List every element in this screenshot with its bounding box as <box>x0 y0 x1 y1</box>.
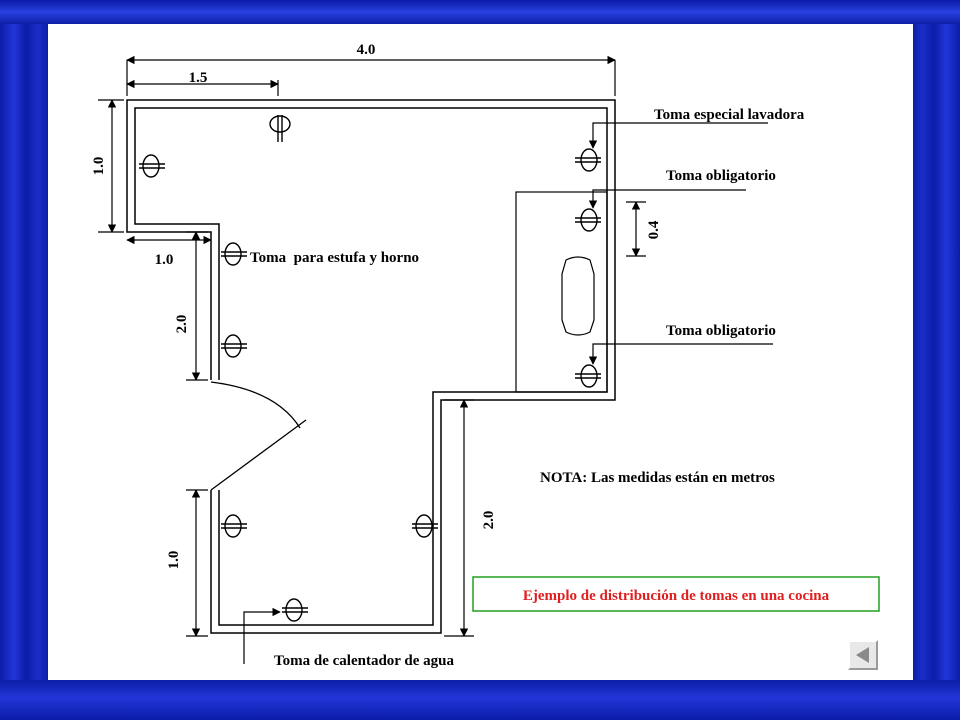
outlet-icon <box>412 515 438 537</box>
inner-wall <box>135 108 607 625</box>
previous-slide-button[interactable] <box>848 640 878 670</box>
door <box>211 382 306 490</box>
dim-total-width: 4.0 <box>356 42 376 58</box>
floor-plan-diagram <box>48 24 913 680</box>
leader-mandatory-outlet-1 <box>593 190 746 208</box>
outlet-icon <box>575 149 601 171</box>
dim-counter-spacing: 0.4 <box>646 220 662 240</box>
label-water-heater-outlet: Toma de calentador de agua <box>274 653 455 669</box>
door-leaf <box>211 420 306 490</box>
dim-right-lower-height: 2.0 <box>481 510 497 530</box>
dim-step-width: 1.0 <box>154 252 174 268</box>
dim-top-left-width: 1.5 <box>188 70 208 86</box>
outlet-icon <box>575 209 601 231</box>
sink <box>562 257 594 335</box>
leader-mandatory-outlet-2 <box>593 344 773 364</box>
outlet-icon <box>270 115 290 142</box>
outlet-icon <box>221 515 247 537</box>
outlet-icon <box>575 365 601 387</box>
triangle-left-icon <box>848 640 878 670</box>
outer-wall <box>127 100 615 633</box>
leader-washer-outlet <box>593 123 768 148</box>
dim-left-lower-height: 1.0 <box>166 550 182 570</box>
door-swing-arc <box>211 382 300 428</box>
dim-left-upper-height: 1.0 <box>91 156 107 176</box>
label-mandatory-outlet-2: Toma obligatorio <box>666 323 776 339</box>
note-text: NOTA: Las medidas están en metros <box>540 470 775 486</box>
outlet-icon <box>221 243 247 265</box>
slide-panel <box>48 24 913 680</box>
kitchen-walls <box>127 100 615 633</box>
outlet-icon <box>221 335 247 357</box>
outlet-icon <box>139 155 165 177</box>
slide-frame-bottom <box>0 680 960 720</box>
dim-left-middle-height: 2.0 <box>174 314 190 334</box>
outlet-icon <box>282 599 308 621</box>
caption-text: Ejemplo de distribución de tomas en una cocina <box>522 588 830 604</box>
label-mandatory-outlet-1: Toma obligatorio <box>666 168 776 184</box>
label-washer-outlet: Toma especial lavadora <box>654 107 805 123</box>
slide-frame-top <box>0 0 960 24</box>
label-stove-oven-outlet: Toma para estufa y horno <box>250 250 420 266</box>
